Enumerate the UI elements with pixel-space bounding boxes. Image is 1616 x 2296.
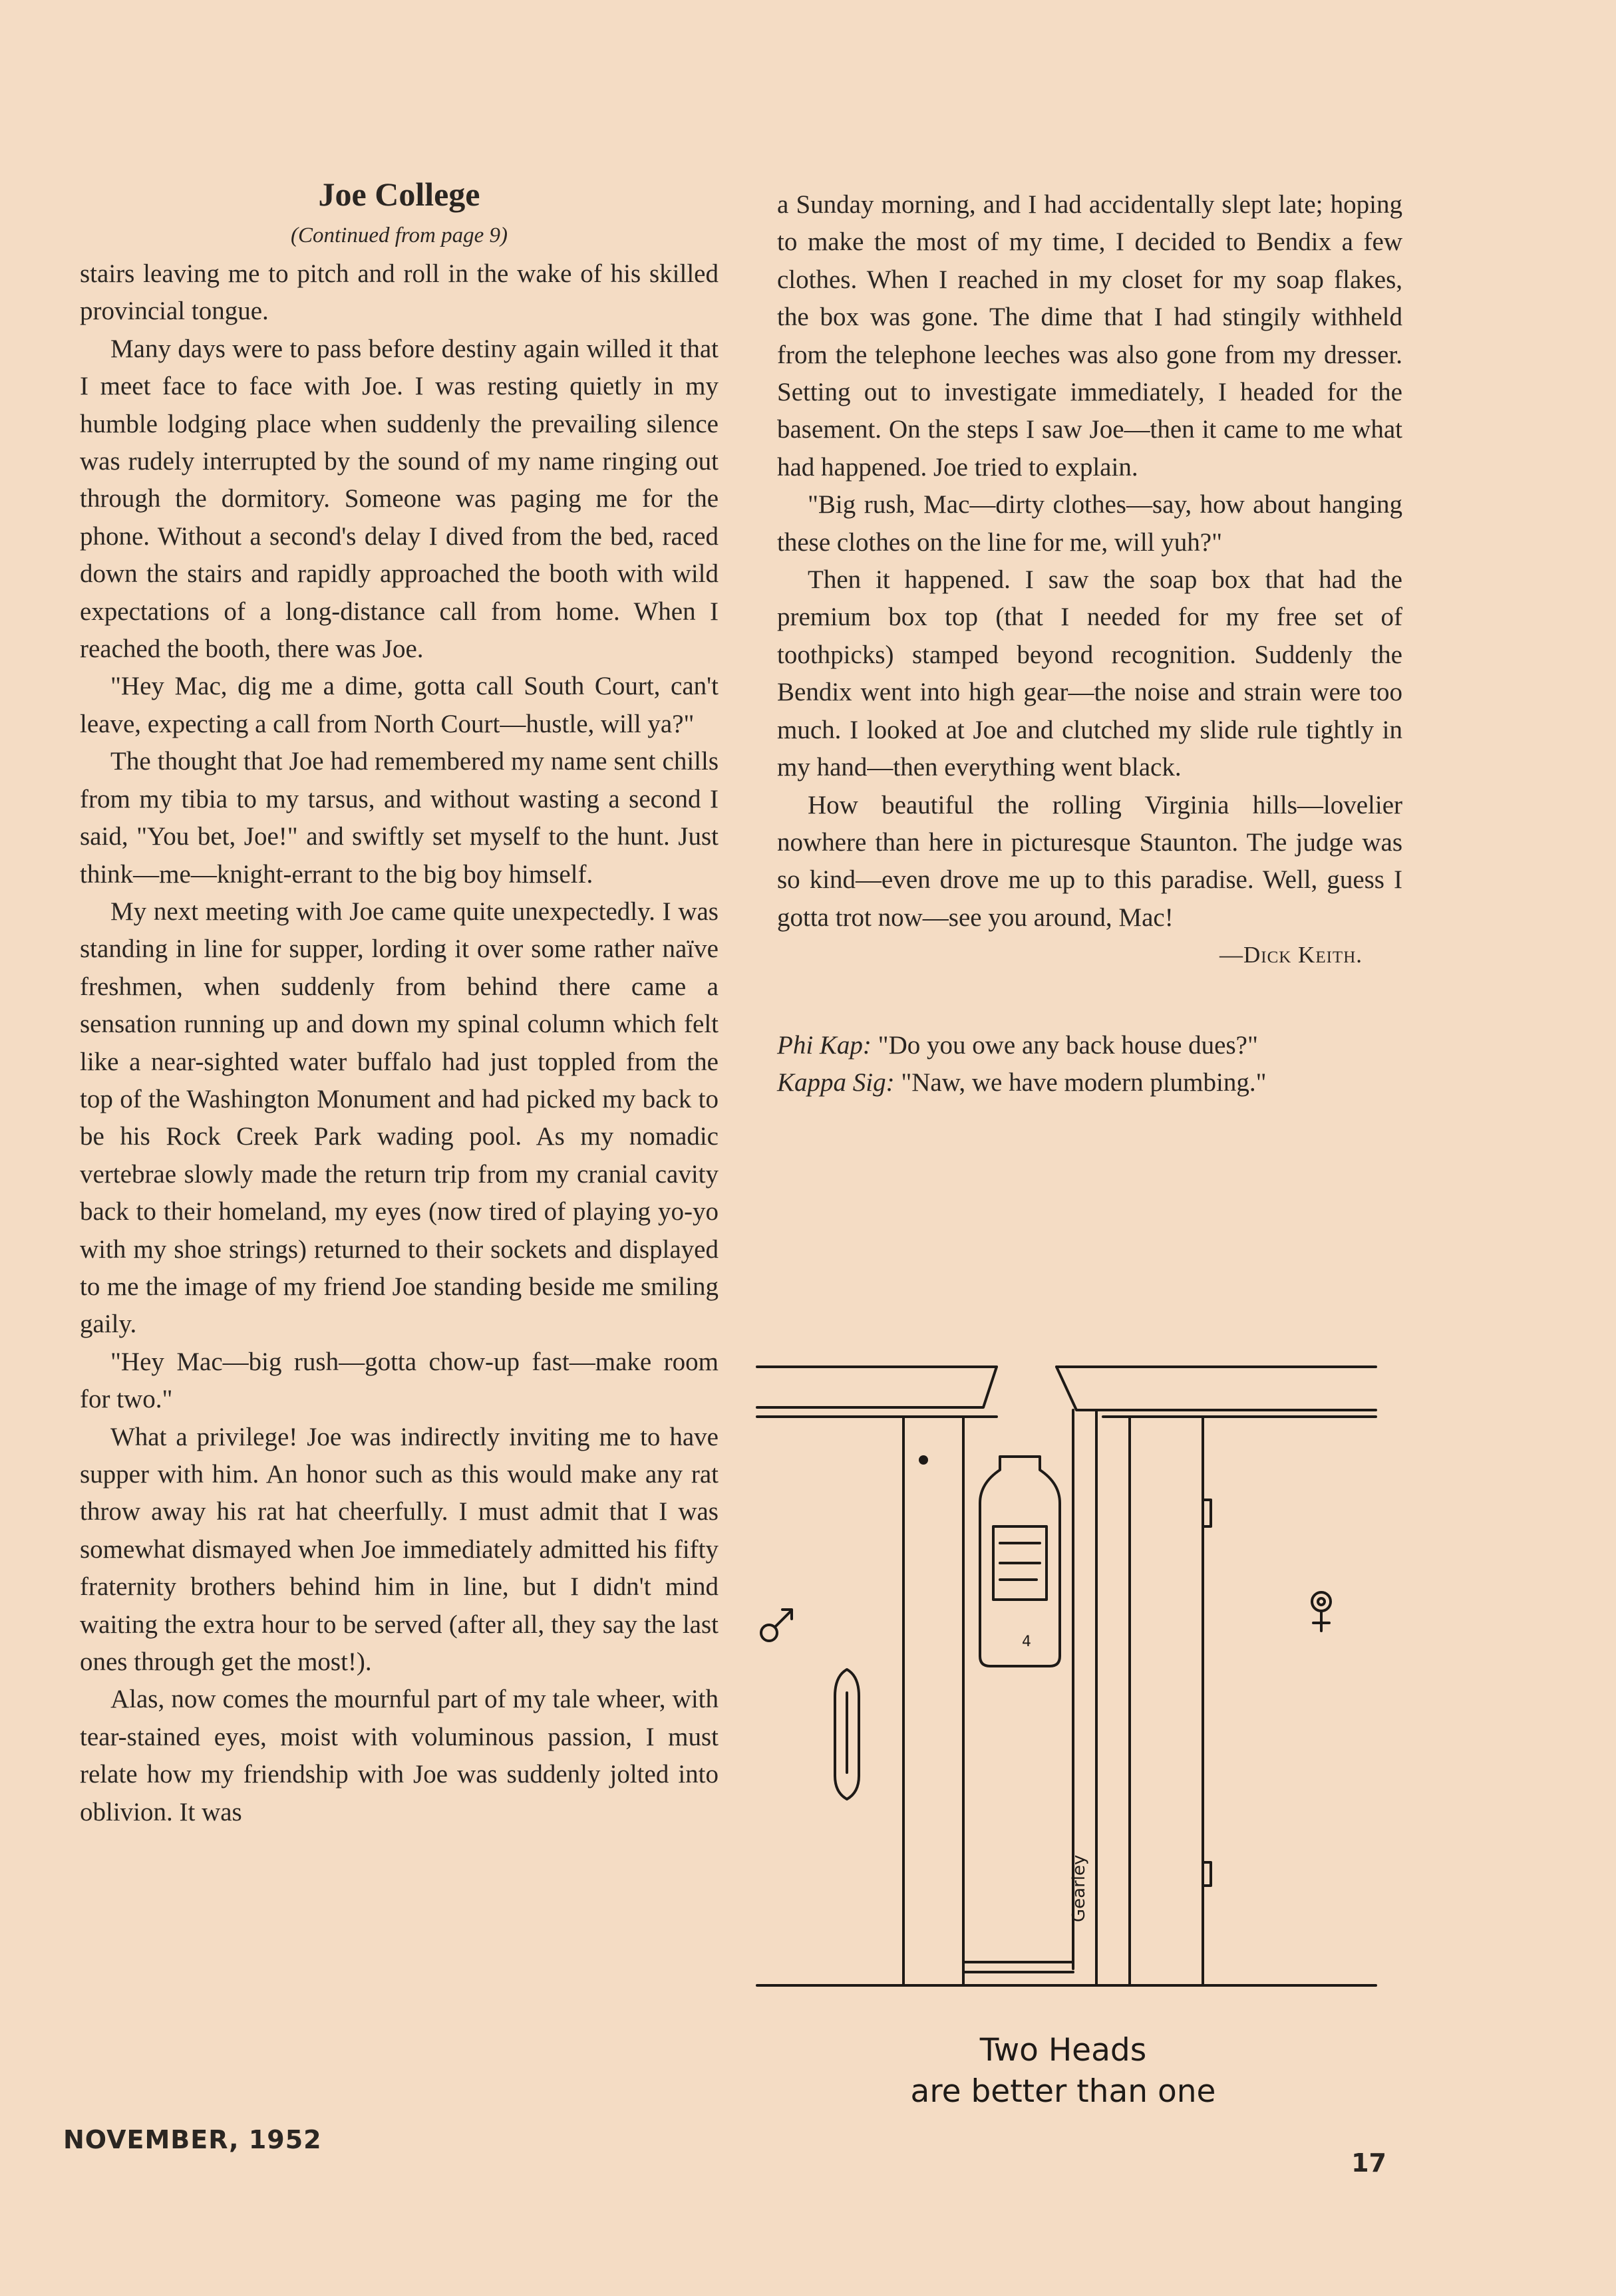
page-number: 17	[1351, 2148, 1386, 2178]
issue-date: NOVEMBER, 1952	[63, 2125, 322, 2154]
paragraph: Alas, now comes the mournful part of my tale wheer, with tear-stained eyes, moist with voluminous passion, I must relate how my friendship with Joe was suddenly jolted into oblivion. It was	[80, 1685, 719, 1826]
joke-speaker: Kappa Sig:	[777, 1068, 895, 1097]
joke-line-1	[777, 1027, 1402, 1064]
doorknob-icon	[919, 1455, 928, 1465]
joke-text: "Do you owe any back house dues?"	[878, 1031, 1258, 1060]
article-subtitle: (Continued from page 9)	[291, 223, 508, 247]
article-title: Joe College	[318, 176, 480, 213]
paragraph: "Hey Mac, dig me a dime, gotta call South Court, can't leave, expecting a call from North Court—hustle, will ya?"	[80, 672, 719, 738]
author-signature: —Dick Keith.	[1219, 942, 1363, 968]
caption-line: are better than one	[910, 2073, 1216, 2110]
cartoon-caption	[777, 2030, 1349, 2112]
paragraph: "Hey Mac—big rush—gotta chow-up fast—make room for two."	[80, 1347, 719, 1414]
paragraph: How beautiful the rolling Virginia hills—lovelier nowhere than here in picturesque Staunton. The judge was so kind—even drove me up to this paradise. Well, guess I gotta trot now—see you around, Mac!	[777, 790, 1402, 932]
left-column	[80, 174, 719, 1831]
cartoon-illustration	[744, 1344, 1396, 2015]
paragraph: The thought that Joe had remembered my name sent chills from my tibia to my tarsus, and without wasting a second I said, "You bet, Joe!" and swiftly set myself to the hunt. Just think—me—knight-errant to the big boy himself.	[80, 747, 719, 889]
bottle-label: 4	[1022, 1634, 1031, 1650]
right-column	[777, 186, 1402, 1101]
joke-speaker: Phi Kap:	[777, 1031, 872, 1060]
paragraph: "Big rush, Mac—dirty clothes—say, how about hanging these clothes on the line for me, will yuh?"	[777, 490, 1402, 557]
artist-signature: Gearley	[1069, 1854, 1089, 1922]
caption-line: Two Heads	[979, 2032, 1147, 2069]
paragraph: Then it happened. I saw the soap box that had the premium box top (that I needed for my free set of toothpicks) stamped beyond recognition. Suddenly the Bendix went into high gear—the noise and strain were too much. I looked at Joe and clutched my slide rule tightly in my hand—then everything went black.	[777, 565, 1402, 782]
joke-line-2	[777, 1064, 1402, 1101]
joke-block	[777, 1027, 1402, 1101]
paragraph: a Sunday morning, and I had accidentally slept late; hoping to make the most of my time, I decided to Bendix a few clothes. When I reached in my closet for my soap flakes, the box was gone. The dime that I had stingily withheld from the telephone leeches was also gone from my dresser. Setting out to investigate immediately, I headed for the basement. On the steps I saw Joe—then it came to me what had happened. Joe tried to explain.	[777, 190, 1402, 482]
paragraph: My next meeting with Joe came quite unexpectedly. I was standing in line for supper, lording it over some rather naïve freshmen, when suddenly from behind there came a sensation running up and down my spinal column which felt like a near-sighted water buffalo had just toppled from the top of the Washington Monument and had picked my back to be his Rock Creek Park wading pool. As my nomadic vertebrae slowly made the return trip from my cranial cavity back to their homeland, my eyes (now tired of playing yo-yo with my shoe strings) returned to their sockets and displayed to me the image of my friend Joe standing beside me smiling gaily.	[80, 897, 719, 1339]
joke-text: "Naw, we have modern plumbing."	[901, 1068, 1267, 1097]
paragraph: What a privilege! Joe was indirectly inviting me to have supper with him. An honor such as this would make any rat throw away his rat hat cheerfully. I must admit that I was somewhat dismayed when Joe immediately admitted his fifty fraternity brothers behind him in line, but I didn't mind waiting the extra hour to be served (after all, they say the last ones through get the most!).	[80, 1422, 719, 1677]
paragraph: Many days were to pass before destiny again willed it that I meet face to face with Joe. I was resting quietly in my humble lodging place when suddenly the prevailing silence was rudely interrupted by the sound of my name ringing out through the dormitory. Someone was paging me for the phone. Without a second's delay I dived from the bed, raced down the stairs and rapidly approached the booth with wild expectations of a long-distance call from home. When I reached the booth, there was Joe.	[80, 334, 719, 664]
paragraph: stairs leaving me to pitch and roll in the wake of his skilled provincial tongue.	[80, 259, 719, 326]
